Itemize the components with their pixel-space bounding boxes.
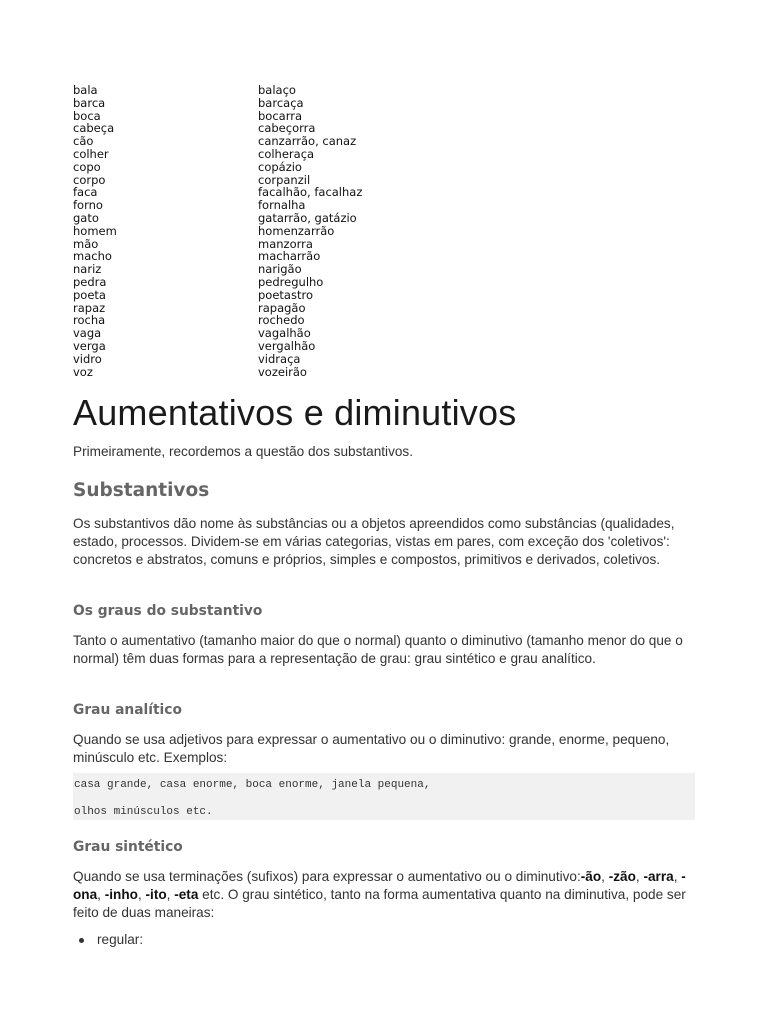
- table-row: [73, 84, 362, 97]
- augmentative-word: canzarrão, canaz: [258, 134, 357, 149]
- table-row: [73, 148, 362, 161]
- base-word: mão: [73, 236, 99, 251]
- base-word: vaga: [73, 326, 102, 341]
- table-row: [73, 135, 362, 148]
- augmentative-word: cabeçorra: [258, 121, 316, 136]
- augmentative-word: manzorra: [258, 236, 313, 251]
- table-row: [73, 289, 362, 302]
- base-word: pedra: [73, 274, 107, 289]
- base-word: poeta: [73, 287, 106, 302]
- table-row: [73, 366, 362, 379]
- base-word: voz: [73, 364, 93, 379]
- augmentative-word: vergalhão: [258, 338, 316, 353]
- suffix: -ito: [145, 887, 167, 902]
- sintetico-text-start: Quando se usa terminações (sufixos) para expressar o aumentativo ou o diminutivo:: [73, 869, 581, 884]
- suffix: -ona: [73, 869, 686, 902]
- base-word: gato: [73, 210, 99, 225]
- word-table: [73, 84, 362, 378]
- augmentative-word: poetastro: [258, 287, 313, 302]
- base-word: cabeça: [73, 121, 115, 136]
- base-word: vidro: [73, 351, 102, 366]
- suffix: -eta: [174, 887, 199, 902]
- table-row: [73, 302, 362, 315]
- base-word: rapaz: [73, 300, 106, 315]
- table-row: [73, 340, 362, 353]
- augmentative-word: rapagão: [258, 300, 306, 315]
- table-row: [73, 225, 362, 238]
- heading-grau-analitico: Grau analítico: [73, 702, 182, 718]
- heading-grau-sintetico: Grau sintético: [73, 839, 183, 855]
- base-word: cão: [73, 134, 94, 149]
- table-row: [73, 212, 362, 225]
- base-word: macho: [73, 249, 112, 264]
- table-row: [73, 97, 362, 110]
- base-word: forno: [73, 198, 103, 213]
- table-row: [73, 161, 362, 174]
- augmentative-word: barcaça: [258, 95, 304, 110]
- augmentative-word: homenzarrão: [258, 223, 335, 238]
- augmentative-word: balaço: [258, 83, 296, 97]
- augmentative-word: vagalhão: [258, 326, 311, 341]
- table-row: [73, 186, 362, 199]
- table-row: [73, 110, 362, 123]
- code-line: olhos minúsculos etc.: [74, 806, 213, 818]
- table-row: [73, 250, 362, 263]
- base-word: faca: [73, 185, 98, 200]
- augmentative-word: bocarra: [258, 108, 303, 123]
- base-word: boca: [73, 108, 101, 123]
- sintetico-paragraph: Quando se usa terminações (sufixos) para expressar o aumentativo ou o diminutivo:-ão, -zão, -arra, -ona, -inho, -ito, -eta etc. O grau sintético, tanto na forma aumentativa quanto na diminutiva, pode ser feito de duas maneiras:: [73, 869, 686, 920]
- augmentative-word: fornalha: [258, 198, 306, 213]
- base-word: homem: [73, 223, 117, 238]
- base-word: barca: [73, 95, 106, 110]
- sintetico-text-end: etc. O grau sintético, tanto na forma aumentativa quanto na diminutiva, pode ser feito de duas maneiras:: [73, 887, 686, 920]
- suffix: -inho: [104, 887, 138, 902]
- intro-paragraph: Primeiramente, recordemos a questão dos substantivos.: [73, 444, 414, 459]
- table-row: [73, 314, 362, 327]
- list-item: [73, 931, 143, 949]
- bullet-icon: [79, 938, 84, 943]
- augmentative-word: macharrão: [258, 249, 321, 264]
- base-word: corpo: [73, 172, 106, 187]
- heading-graus: Os graus do substantivo: [73, 603, 263, 619]
- base-word: colher: [73, 146, 109, 161]
- code-line: casa grande, casa enorme, boca enorme, janela pequena,: [74, 779, 431, 791]
- graus-paragraph: Tanto o aumentativo (tamanho maior do que o normal) quanto o diminutivo (tamanho menor do que o normal) têm duas formas para a representação de grau: grau sintético e grau analítico.: [73, 633, 683, 666]
- table-row: [73, 276, 362, 289]
- substantivos-paragraph: Os substantivos dão nome às substâncias ou a objetos apreendidos como substâncias (qualidades, estado, processos. Dividem-se em várias categorias, vistas em pares, com exceção dos 'coletivos': concretos e abstratos, comuns e próprios, simples e compostos, primitivos e derivados, coletivos.: [73, 516, 675, 567]
- suffix: -zão: [608, 869, 636, 884]
- augmentative-word: rochedo: [258, 313, 305, 328]
- table-row: [73, 327, 362, 340]
- sintetico-list: [73, 931, 143, 949]
- list-item-label: regular:: [97, 932, 144, 947]
- augmentative-word: gatarrão, gatázio: [258, 210, 357, 225]
- table-row: [73, 353, 362, 366]
- base-word: copo: [73, 159, 101, 174]
- base-word: nariz: [73, 262, 102, 277]
- suffix: -arra: [643, 869, 674, 884]
- augmentative-word: facalhão, facalhaz: [258, 185, 363, 200]
- augmentative-word: copázio: [258, 159, 302, 174]
- augmentative-word: narigão: [258, 262, 302, 277]
- augmentative-word: pedregulho: [258, 274, 324, 289]
- code-example-block: [73, 773, 695, 820]
- augmentative-word: colheraça: [258, 146, 315, 161]
- heading-substantivos: Substantivos: [73, 480, 210, 501]
- analitico-paragraph: Quando se usa adjetivos para expressar o aumentativo ou o diminutivo: grande, enorme, pequeno, minúsculo etc. Exemplos:: [73, 732, 670, 765]
- augmentative-word: vidraça: [258, 351, 301, 366]
- page-title: Aumentativos e diminutivos: [73, 392, 517, 433]
- suffix: -ão: [580, 869, 602, 884]
- augmentative-word: corpanzil: [258, 172, 311, 187]
- base-word: bala: [73, 83, 98, 97]
- base-word: rocha: [73, 313, 106, 328]
- base-word: verga: [73, 338, 106, 353]
- augmentative-word: vozeirão: [258, 364, 307, 379]
